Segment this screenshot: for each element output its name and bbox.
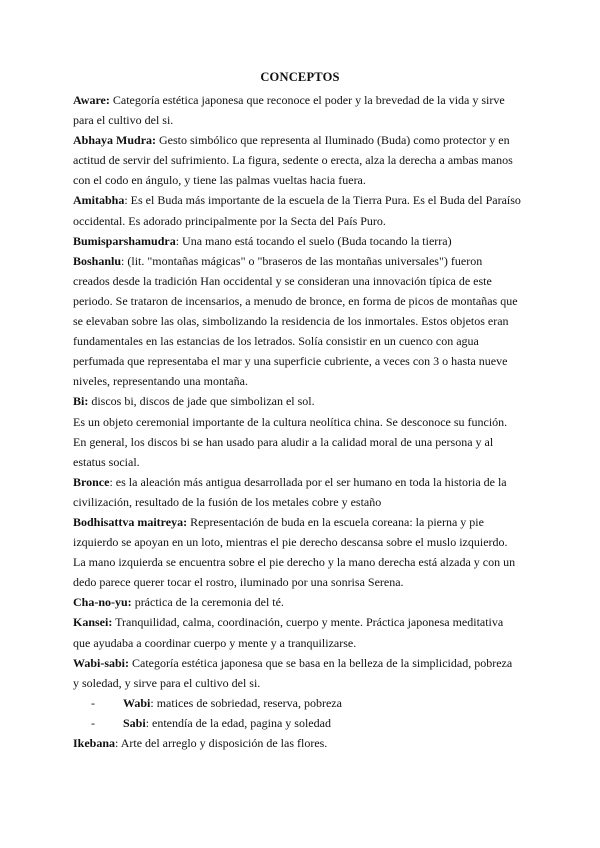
entry-bi [73, 391, 521, 411]
entry-bi-description [73, 412, 521, 472]
entry-definition: : es la aleación más antigua desarrollada por el ser humano en toda la historia de la civilización, resultado de la fusión de los metales cobre y estaño [73, 474, 507, 509]
entry-definition: Tranquilidad, calma, coordinación, cuerpo y mente. Práctica japonesa meditativa que ayudaba a coordinar cuerpo y mente y a tranquilizarse. [73, 615, 504, 650]
wabi-sabi-sublist [73, 693, 521, 733]
subitem-definition: : matices de sobriedad, reserva, pobreza [150, 695, 342, 710]
entry-term: Wabi-sabi: [73, 655, 130, 670]
entry-definition: Categoría estética japonesa que reconoce el poder y la brevedad de la vida y sirve para el cultivo del si. [73, 93, 505, 128]
entry-definition: : Es el Buda más importante de la escuela de la Tierra Pura. Es el Buda del Paraíso occidental. Es adorado principalmente por la Secta del País Puro. [73, 193, 521, 228]
entry-wabi-sabi [73, 653, 521, 693]
entry-bodhisattva-maitreya [73, 512, 521, 592]
entry-term: Abhaya Mudra: [73, 133, 157, 148]
entry-ikebana [73, 733, 521, 753]
bullet-dash: - [91, 715, 95, 730]
entry-amitabha [73, 190, 521, 230]
entry-term: Bronce [73, 474, 110, 489]
bullet-dash: - [91, 695, 95, 710]
entry-bumisparshamudra [73, 231, 521, 251]
entry-kansei [73, 612, 521, 652]
list-item [91, 693, 521, 713]
entry-cha-no-yu [73, 592, 521, 612]
entry-term: Boshanlu [73, 253, 122, 268]
entry-aware [73, 90, 521, 130]
list-item [91, 713, 521, 733]
entry-definition: discos bi, discos de jade que simbolizan el sol. [88, 394, 315, 409]
entry-term: Bodhisattva maitreya: [73, 514, 188, 529]
entry-term: Ikebana [73, 736, 116, 750]
entry-boshanlu [73, 251, 521, 392]
glossary [73, 90, 521, 753]
subitem-definition: : entendía de la edad, pagina y soledad [145, 715, 331, 730]
entry-bronce [73, 472, 521, 512]
entry-term: Bumisparshamudra [73, 233, 176, 248]
entry-term: Bi: [73, 394, 89, 409]
page-title: CONCEPTOS [260, 70, 340, 84]
entry-definition: Es un objeto ceremonial importante de la cultura neolítica china. Se desconoce su función. En general, los discos bi se han usado para aludir a la calidad moral de una persona y al estatus social. [73, 414, 508, 469]
entry-definition: práctica de la ceremonia del té. [131, 595, 284, 610]
entry-term: Amitabha [73, 193, 125, 208]
entry-definition: Categoría estética japonesa que se basa en la belleza de la simplicidad, pobreza y soledad, y sirve para el cultivo del si. [73, 655, 513, 690]
subitem-term: Sabi [123, 715, 146, 730]
entry-term: Kansei: [73, 615, 113, 630]
entry-term: Aware: [73, 93, 110, 107]
entry-abhaya-mudra [73, 130, 521, 190]
entry-definition: Gesto simbólico que representa al Iluminado (Buda) como protector y en actitud de servir del sufrimiento. La figura, sedente o erecta, alza la derecha a ambas manos con el codo en ángulo, y tiene las palmas vueltas hacia fuera. [73, 133, 513, 188]
entry-definition: : Una mano está tocando el suelo (Buda tocando la tierra) [175, 233, 452, 248]
entry-definition: : Arte del arreglo y disposición de las flores. [115, 736, 328, 750]
subitem-term: Wabi [123, 695, 151, 710]
entry-definition: Representación de buda en la escuela coreana: la pierna y pie izquierdo se apoyan en un loto, mientras el pie derecho descansa sobre el muslo izquierdo. La mano izquierda se encuentra sobre el pie derecho y la mano derecha está alzada y con un dedo parece querer tocar el rostro, iluminado por una sonrisa Serena. [73, 514, 516, 590]
entry-definition: : (lit. "montañas mágicas" o "braseros de las montañas universales") fueron creados desde la tradición Han occidental y se consideran una innovación típica de este periodo. Se trataron de incensarios, a menudo de bronce, en forma de picos de montañas que se elevaban sobre las olas, simbolizando la residencia de los inmortales. Estos objetos eran fundamentales en las estancias de los letrados. Solía consistir en un cuenco con agua perfumada que representaba el mar y una superficie cubriente, a veces con 3 o hasta nueve niveles, representando una montaña. [73, 253, 518, 389]
entry-term: Cha-no-yu: [73, 595, 132, 610]
